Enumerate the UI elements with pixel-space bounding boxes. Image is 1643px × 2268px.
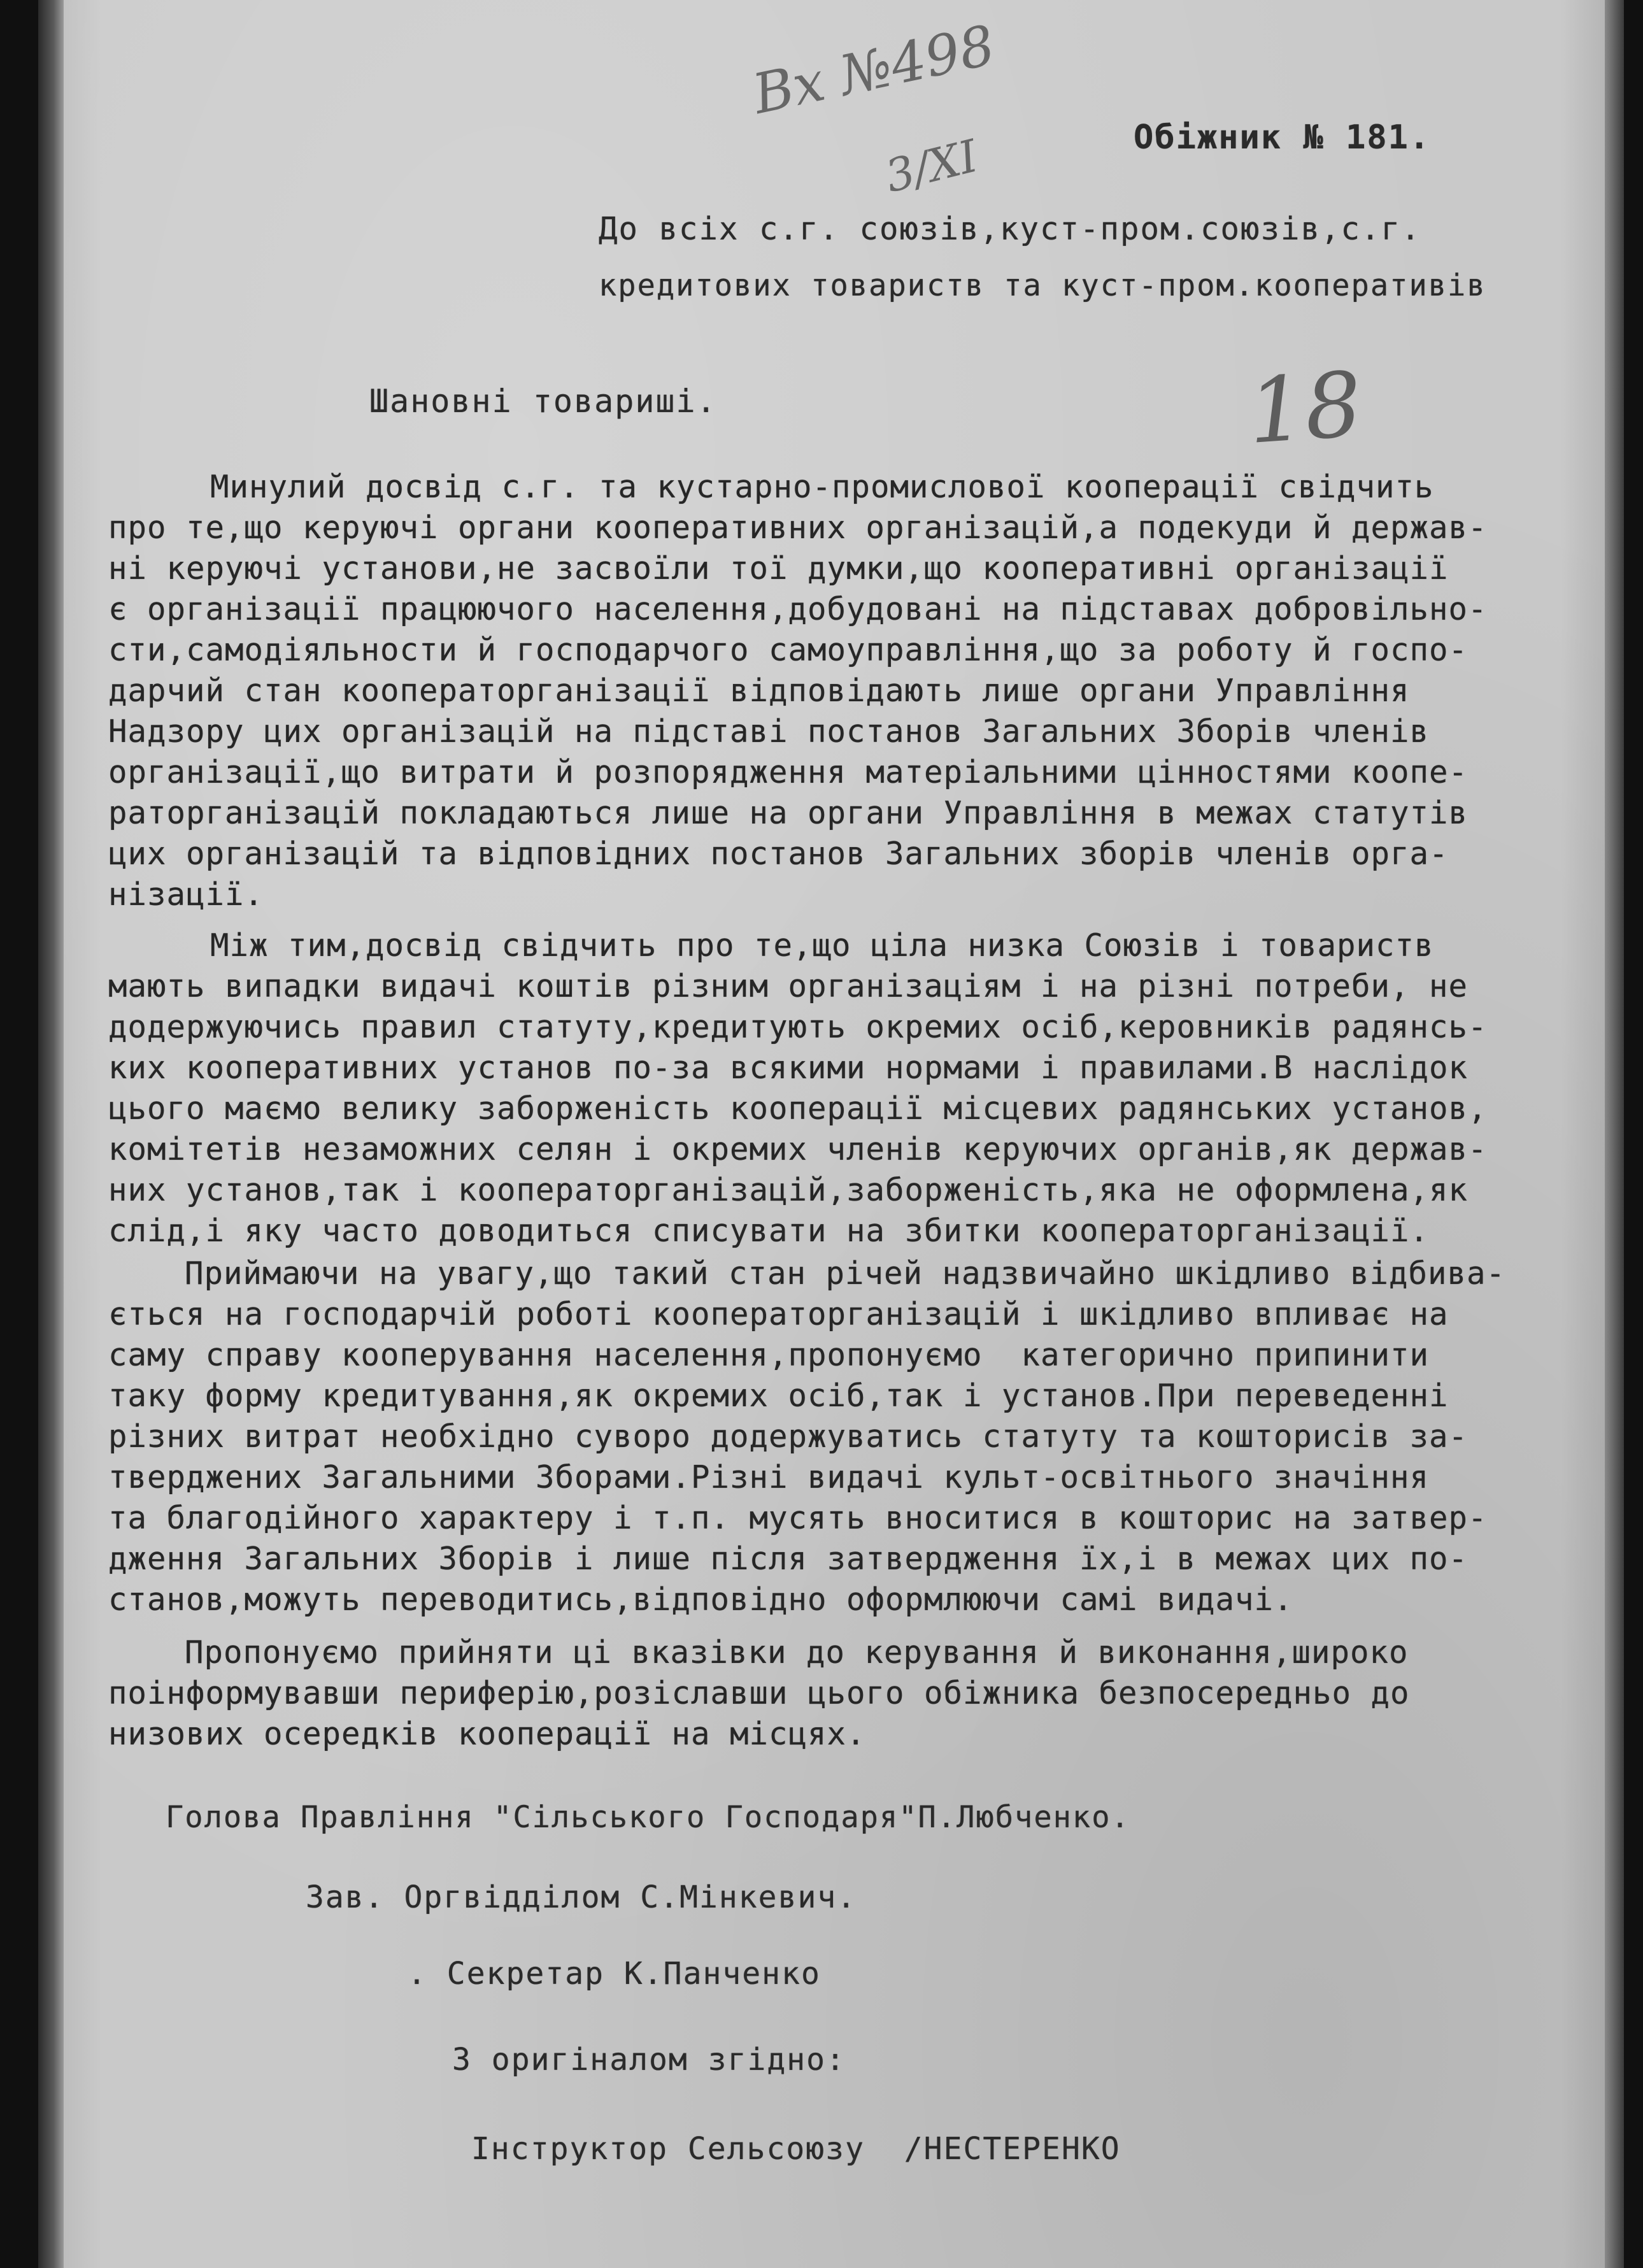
body-line: та благодійного характеру і т.п. мусять вноситися в кошторис на затвер- [108,1500,1488,1536]
body-line: саму справу кооперування населення,пропонуємо категорично припинити [108,1337,1430,1373]
body-line: слід,і яку часто доводиться списувати на збитки кооператорганізації. [108,1213,1430,1249]
body-line: Пропонуємо прийняти ці вказівки до керування й виконання,широко [185,1634,1409,1671]
signature-chairman: Голова Правління "Сільського Господаря"П.Любченко. [166,1800,1130,1835]
date-mark: 3/XI [880,129,983,203]
greeting: Шановні товариші. [369,383,717,420]
body-line: тверджених Загальними Зборами.Різні видачі культ-освітнього значіння [108,1459,1430,1495]
signature-org-head: Зав. Оргвідділом С.Мінкевич. [306,1879,857,1915]
body-line: сти,самодіяльности й господарчого самоуправління,що за роботу й госпо- [108,632,1469,668]
recipients-line-2: кредитових товариств та куст-пром.кооперативів [599,268,1486,303]
body-line: Приймаючи на увагу,що такий стан річей надзвичайно шкідливо відбива- [185,1255,1506,1292]
page-right-edge [1605,0,1624,2268]
body-line: станов,можуть переводитись,відповідно оформлюючи самі видачі. [108,1581,1293,1618]
body-line: нізації. [108,876,264,913]
body-line: ється на господарчій роботі кооператорганізацій і шкідливо впливає на [108,1296,1449,1332]
certified-copy: З оригіналом згідно: [452,2042,846,2078]
body-line: Минулий досвід с.г. та кустарно-промислової кооперації свідчить [210,469,1434,505]
body-line: організації,що витрати й розпорядження матеріальними цінностями коопе- [108,754,1469,790]
body-line: поінформувавши периферію,розіславши цього обіжника безпосередньо до [108,1675,1410,1711]
body-line: є організації працюючого населення,добудовані на підставах добровільно- [108,591,1488,627]
body-line: таку форму кредитування,як окремих осіб,так і установ.При переведенні [108,1378,1449,1414]
body-line: Між тим,досвід свідчить про те,що ціла низка Союзів і товариств [210,927,1434,964]
body-line: цього маємо велику заборженість кооперації місцевих радянських установ, [108,1090,1488,1127]
page-binding-edge [38,0,64,2268]
signature-instructor: Інструктор Сельсоюзу /НЕСТЕРЕНКО [471,2131,1121,2167]
body-line: дарчий стан кооператорганізації відповідають лише органи Управління [108,673,1410,709]
body-line: Надзору цих організацій на підставі постанов Загальних Зборів членів [108,713,1430,750]
body-line: різних витрат необхідно суворо додержуватись статуту та кошторисів за- [108,1418,1469,1455]
body-line: ні керуючі установи,не засвоїли тої думки,що кооперативні організації [108,550,1449,587]
recipients-line-1: До всіх с.г. союзів,куст-пром.союзів,с.г. [599,211,1421,247]
body-line: про те,що керуючі органи кооперативних організацій,а подекуди й держав- [108,510,1488,546]
body-line: низових осередків кооперації на місцях. [108,1716,866,1752]
body-line: додержуючись правил статуту,кредитують окремих осіб,керовників радянсь- [108,1009,1488,1045]
body-line: мають випадки видачі коштів різним організаціям і на різні потреби, не [108,968,1469,1004]
circular-number: Обіжник № 181. [1134,118,1431,157]
body-line: цих організацій та відповідних постанов Загальних зборів членів орга- [108,836,1449,872]
signature-secretary: . Секретар К.Панченко [408,1956,821,1992]
page-number: 18 [1244,352,1365,465]
body-line: ких кооперативних установ по-за всякими нормами і правилами.В наслідок [108,1050,1469,1086]
body-line: дження Загальних Зборів і лише після затвердження їх,і в межах цих по- [108,1541,1469,1577]
archive-mark: Вх №498 [747,13,1000,127]
body-line: них установ,так і кооператорганізацій,заборженість,яка не оформлена,як [108,1172,1469,1208]
body-line: раторганізацій покладаються лише на органи Управління в межах статутів [108,795,1469,831]
document-sheet [38,0,1624,2268]
body-line: комітетів незаможних селян і окремих членів керуючих органів,як держав- [108,1131,1488,1167]
